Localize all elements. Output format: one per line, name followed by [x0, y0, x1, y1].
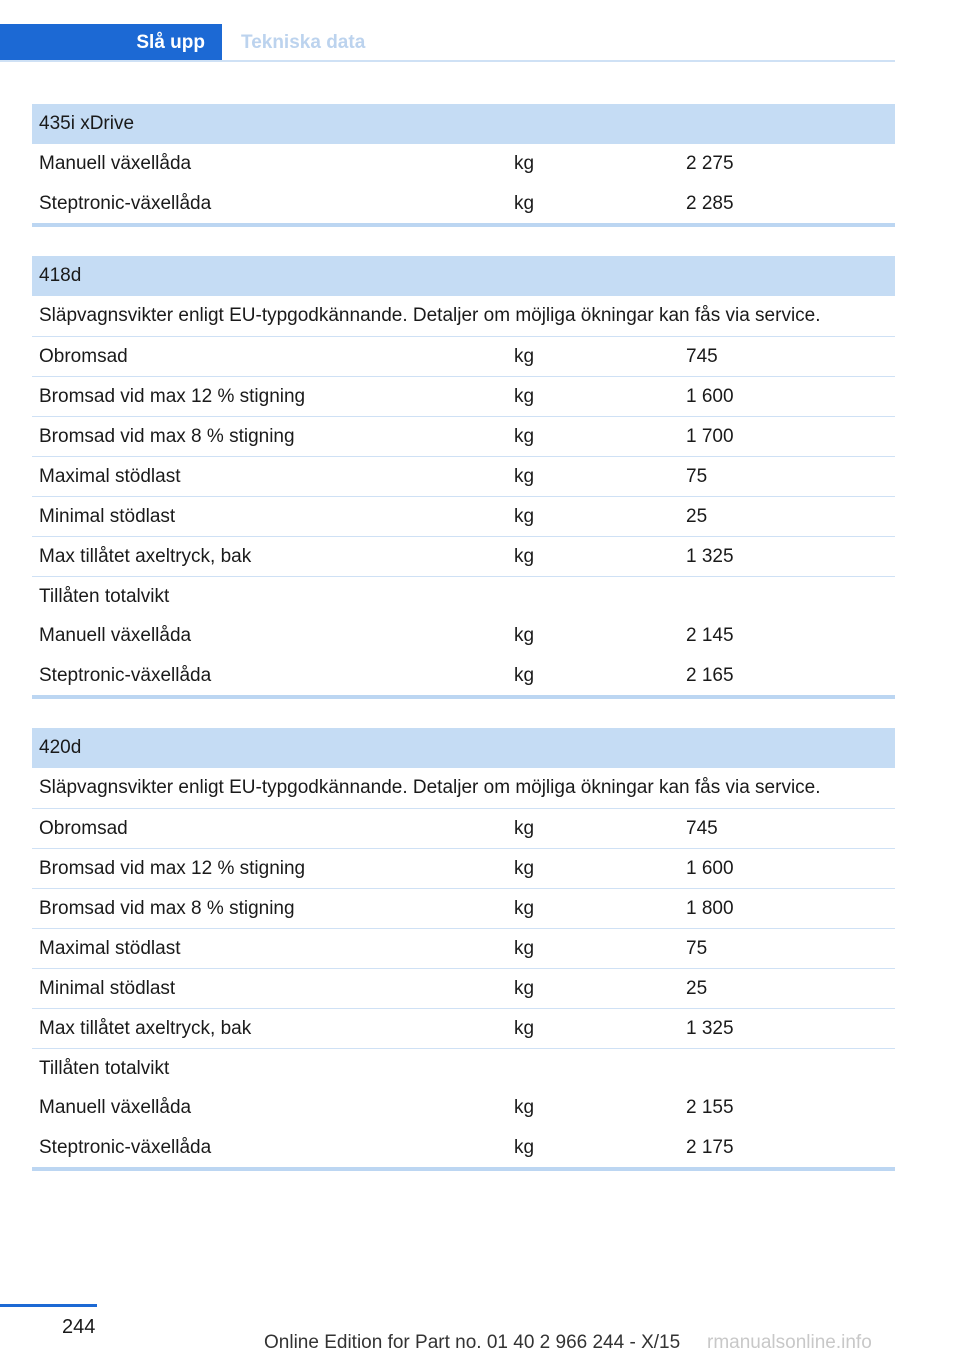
row-label: Max tillåtet axeltryck, bak — [39, 1018, 252, 1039]
row-unit: kg — [514, 386, 535, 407]
row-value: 1 700 — [686, 426, 734, 447]
row-label: Max tillåtet axeltryck, bak — [39, 546, 252, 567]
row-label: Manuell växellåda — [39, 153, 192, 174]
watermark: rmanualsonline.info — [707, 1332, 872, 1353]
row-unit: kg — [514, 898, 535, 919]
table-note: Släpvagnsvikter enligt EU-typgodkännande. Detaljer om möjliga ökningar kan fås via service. — [39, 777, 821, 798]
table-row — [32, 184, 895, 224]
table-row — [32, 928, 895, 968]
footer-accent-rule — [0, 1304, 97, 1307]
row-label: Obromsad — [39, 818, 128, 839]
table-row — [32, 888, 895, 928]
table-row — [32, 616, 895, 656]
row-label: Steptronic-växellåda — [39, 665, 212, 686]
weights-table-418d — [32, 256, 895, 699]
table-row — [32, 1048, 895, 1088]
row-label: Minimal stödlast — [39, 978, 176, 999]
row-unit: kg — [514, 1137, 535, 1158]
row-value: 1 325 — [686, 1018, 734, 1039]
row-unit: kg — [514, 818, 535, 839]
row-value: 2 155 — [686, 1097, 734, 1118]
table-row — [32, 376, 895, 416]
row-value: 75 — [686, 938, 708, 959]
row-unit: kg — [514, 506, 535, 527]
row-value: 745 — [686, 346, 718, 367]
table-note: Släpvagnsvikter enligt EU-typgodkännande. Detaljer om möjliga ökningar kan fås via service. — [39, 305, 821, 326]
table-title-row — [32, 728, 895, 768]
row-value: 1 325 — [686, 546, 734, 567]
table-title-row — [32, 256, 895, 296]
table-row — [32, 1008, 895, 1048]
row-unit: kg — [514, 546, 535, 567]
weights-table-435i — [32, 104, 895, 227]
row-label: Maximal stödlast — [39, 938, 181, 959]
table-row — [32, 656, 895, 696]
row-value: 25 — [686, 506, 708, 527]
row-unit: kg — [514, 665, 535, 686]
page-number: 244 — [62, 1316, 96, 1338]
header-divider — [0, 60, 895, 62]
row-unit: kg — [514, 426, 535, 447]
row-label: Steptronic-växellåda — [39, 193, 212, 214]
row-unit: kg — [514, 1018, 535, 1039]
table-row — [32, 416, 895, 456]
row-label: Bromsad vid max 12 % stigning — [39, 386, 306, 407]
table-note-row — [32, 296, 895, 336]
table-row — [32, 576, 895, 616]
row-unit: kg — [514, 938, 535, 959]
row-unit: kg — [514, 193, 535, 214]
row-label: Maximal stödlast — [39, 466, 181, 487]
row-label: Tillåten totalvikt — [39, 586, 170, 607]
row-value: 2 285 — [686, 193, 734, 214]
row-label: Obromsad — [39, 346, 128, 367]
table-row — [32, 144, 895, 184]
row-value: 75 — [686, 466, 708, 487]
edition-text: Online Edition for Part no. 01 40 2 966 244 - X/15 — [264, 1332, 681, 1353]
row-unit: kg — [514, 466, 535, 487]
tab-sla-upp[interactable] — [0, 24, 222, 62]
table-row — [32, 808, 895, 848]
table-row — [32, 1128, 895, 1168]
row-label: Tillåten totalvikt — [39, 1058, 170, 1079]
table-row — [32, 848, 895, 888]
row-label: Steptronic-växellåda — [39, 1137, 212, 1158]
row-unit: kg — [514, 346, 535, 367]
row-label: Bromsad vid max 8 % stigning — [39, 426, 295, 447]
table-title-row — [32, 104, 895, 144]
row-value: 2 165 — [686, 665, 734, 686]
row-value: 1 800 — [686, 898, 734, 919]
row-value: 2 175 — [686, 1137, 734, 1158]
table-row — [32, 336, 895, 376]
table-row — [32, 456, 895, 496]
table-row — [32, 496, 895, 536]
row-label: Bromsad vid max 12 % stigning — [39, 858, 306, 879]
table-row — [32, 968, 895, 1008]
row-unit: kg — [514, 1097, 535, 1118]
table-title: 435i xDrive — [39, 113, 135, 134]
row-value: 2 145 — [686, 625, 734, 646]
weights-table-420d — [32, 728, 895, 1171]
row-unit: kg — [514, 625, 535, 646]
row-label: Manuell växellåda — [39, 1097, 192, 1118]
table-row — [32, 536, 895, 576]
row-value: 745 — [686, 818, 718, 839]
tab-sla-upp-label: Slå upp — [136, 32, 205, 53]
table-title: 420d — [39, 737, 82, 758]
tab-tekniska-data[interactable]: Tekniska data — [241, 32, 366, 53]
table-row — [32, 1088, 895, 1128]
row-value: 1 600 — [686, 858, 734, 879]
row-unit: kg — [514, 153, 535, 174]
row-value: 25 — [686, 978, 708, 999]
table-note-row — [32, 768, 895, 808]
row-value: 1 600 — [686, 386, 734, 407]
row-unit: kg — [514, 978, 535, 999]
row-value: 2 275 — [686, 153, 734, 174]
row-label: Manuell växellåda — [39, 625, 192, 646]
table-title: 418d — [39, 265, 82, 286]
row-unit: kg — [514, 858, 535, 879]
row-label: Bromsad vid max 8 % stigning — [39, 898, 295, 919]
row-label: Minimal stödlast — [39, 506, 176, 527]
